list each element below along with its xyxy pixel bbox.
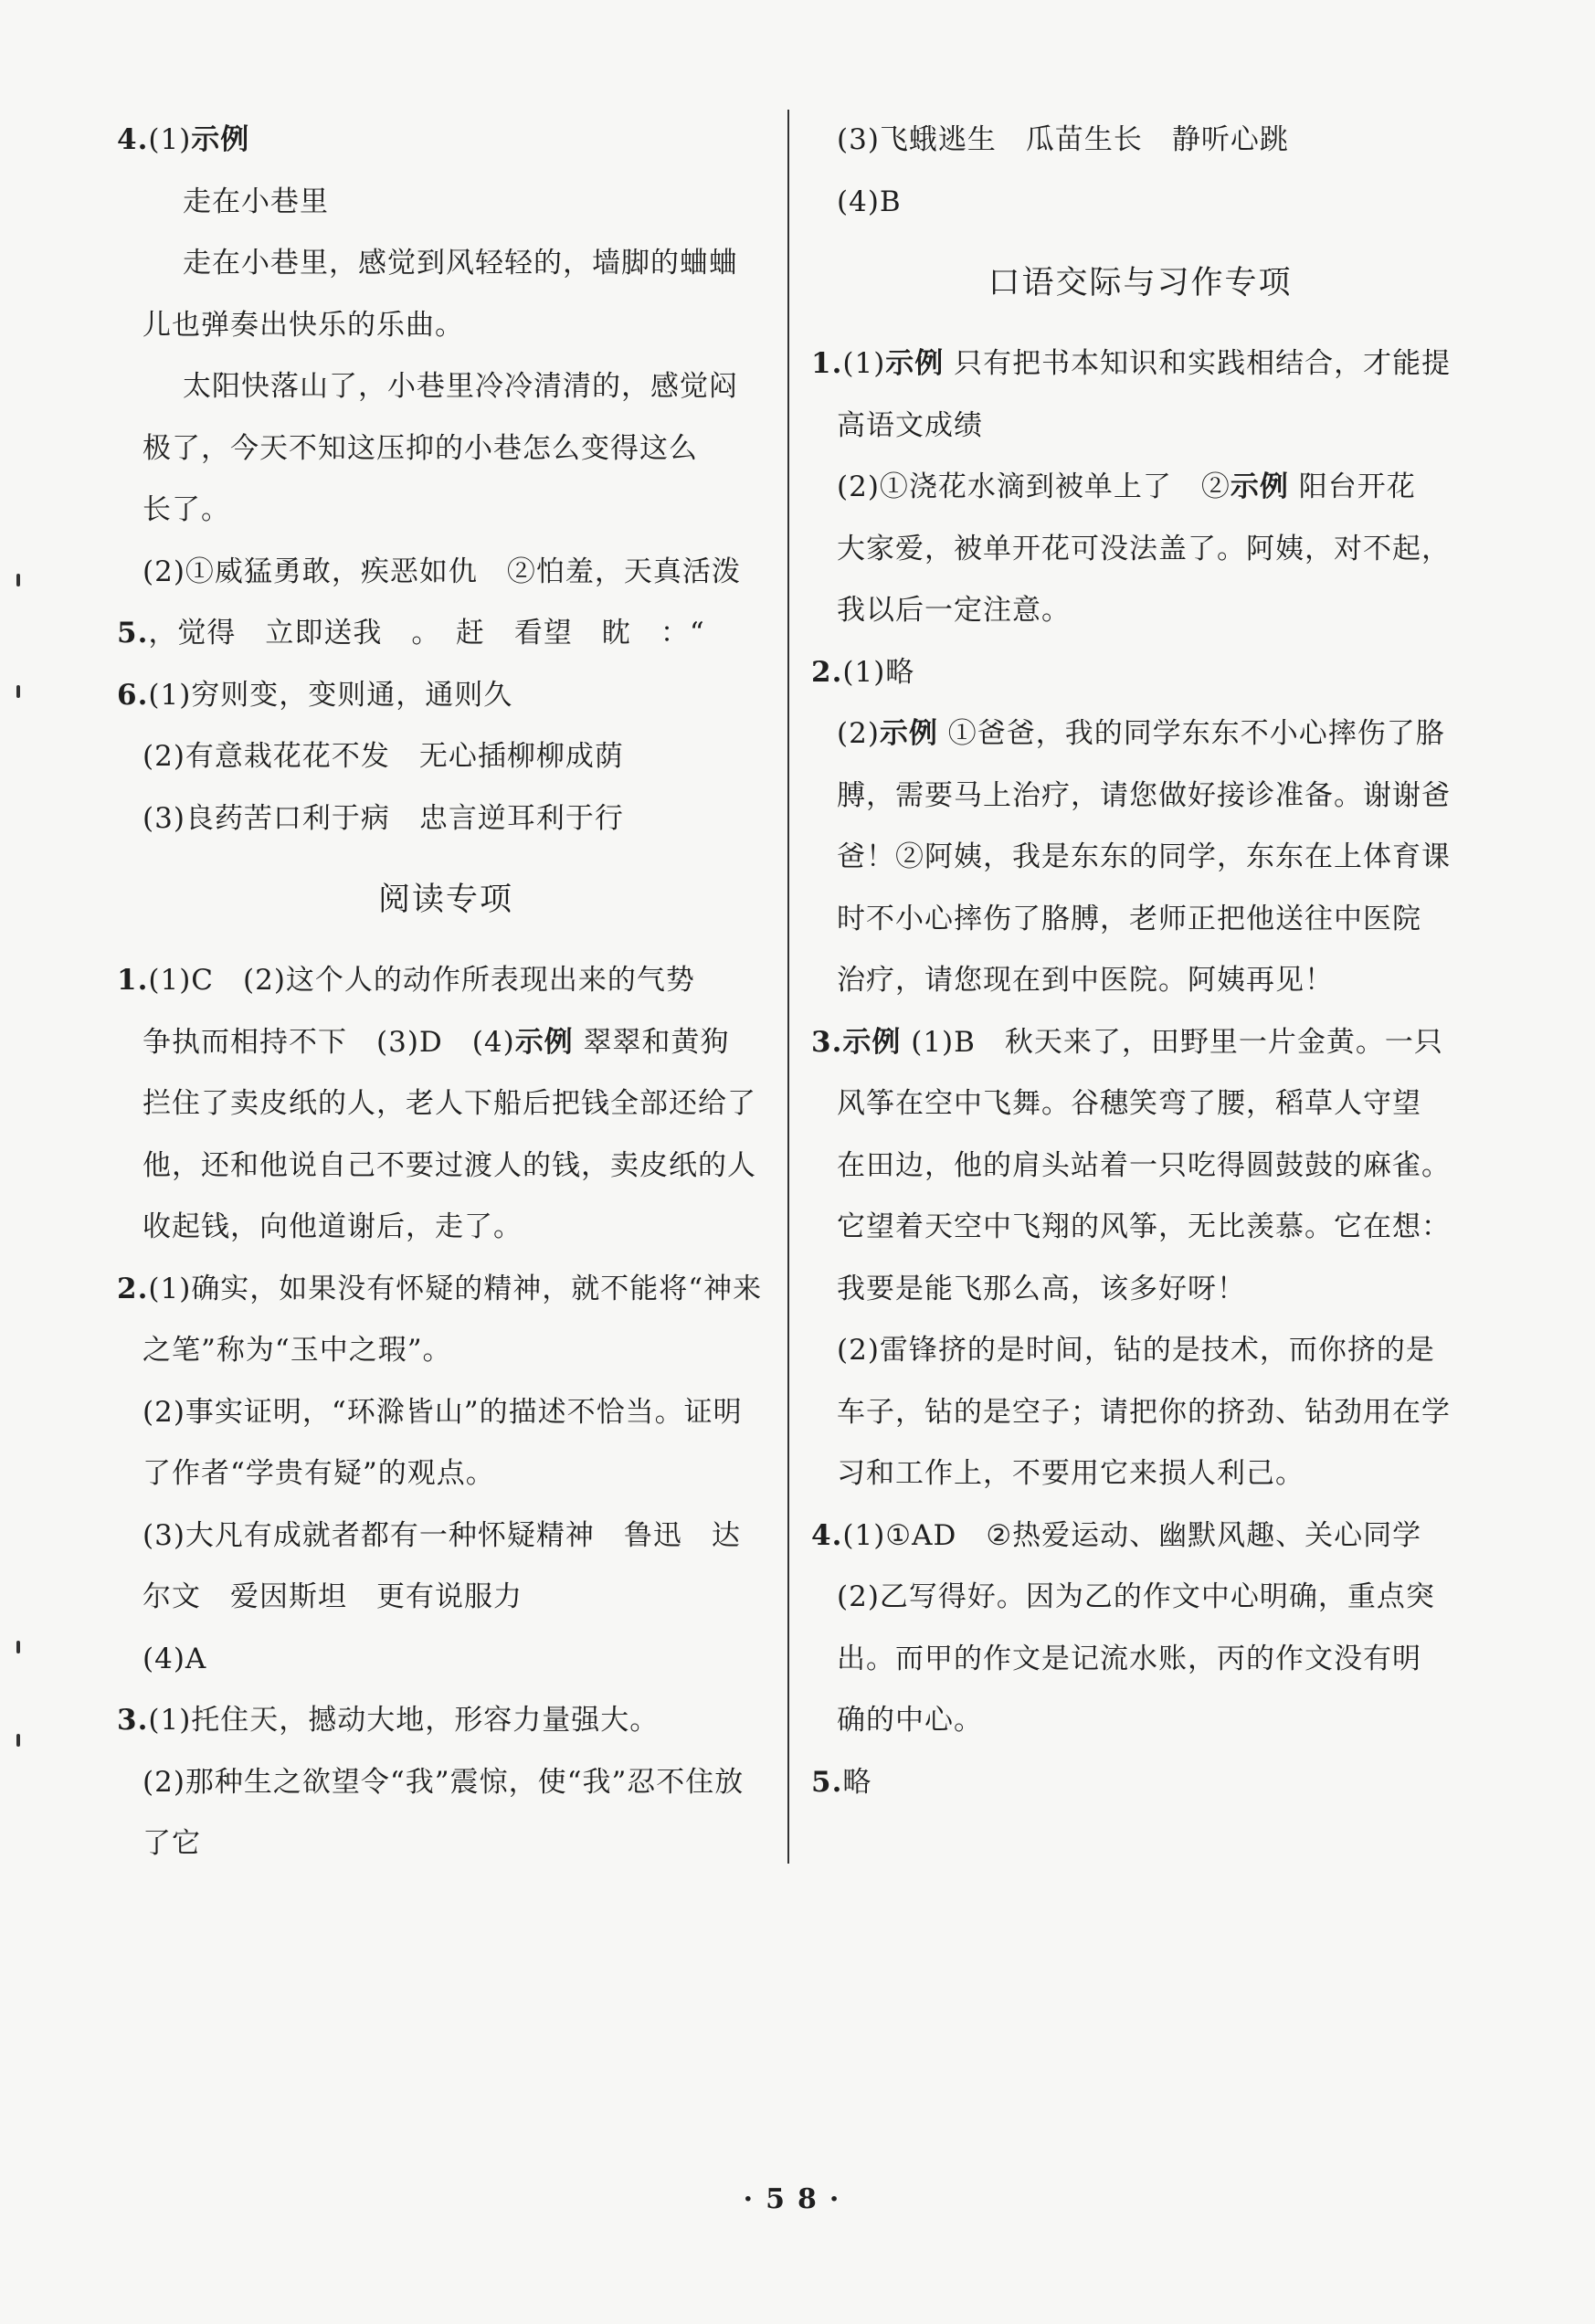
- q6-answer-2: (2)有意栽花花不发 无心插柳柳成荫: [143, 740, 624, 773]
- q5-text: ，觉得 立即送我 。 赶 看望 眈 ：“: [148, 617, 705, 650]
- s2-text: (1)略: [842, 655, 915, 689]
- footer-dot: ·: [743, 2183, 766, 2215]
- r2-text-line: 之笔”称为“玉中之瑕”。: [143, 1334, 452, 1367]
- r1-text-line: 拦住了卖皮纸的人，老人下船后把钱全部还给了: [143, 1087, 756, 1120]
- s4-line-1: [811, 1505, 1469, 1568]
- q6-answer-3: (3)良药苦口利于病 忠言逆耳利于行: [143, 801, 624, 835]
- example-label: 示例: [885, 347, 945, 380]
- s3-text-line: 它望着天空中飞翔的风筝，无比羡慕。它在想：: [837, 1210, 1451, 1243]
- s2-text: (2): [837, 717, 880, 750]
- r2-text-line: (2)事实证明，“环滁皆山”的描述不恰当。证明: [143, 1395, 743, 1429]
- margin-mark: [16, 1734, 20, 1747]
- q6-line-1: [117, 665, 775, 727]
- r2-text-line: (3)大凡有成就者都有一种怀疑精神 鲁迅 达: [143, 1518, 741, 1552]
- q4-text-line: 长了。: [143, 493, 230, 526]
- s2-number: 2.: [811, 655, 843, 689]
- s4-text-line: (2)乙写得好。因为乙的作文中心明确，重点突: [837, 1580, 1435, 1613]
- s1-line-1: [811, 333, 1469, 396]
- s2-text-line: 膊，需要马上治疗，请您做好接诊准备。谢谢爸: [837, 778, 1451, 812]
- left-column: [117, 110, 775, 1875]
- q4-poem-title: 走在小巷里: [183, 185, 329, 218]
- s5-line: [811, 1752, 1469, 1814]
- q4-text-line: 极了，今天不知这压抑的小巷怎么变得这么: [143, 431, 698, 465]
- r3-answer-3: (3)飞蛾逃生 瓜苗生长 静听心跳: [837, 123, 1289, 156]
- r3-number: 3.: [117, 1704, 149, 1737]
- q4-answer-2: (2)①威猛勇敢，疾恶如仇 ②怕羞，天真活泼: [143, 555, 741, 588]
- s3-text-line: (2)雷锋挤的是时间，钻的是技术，而你挤的是: [837, 1334, 1435, 1367]
- s3-text-line: 习和工作上，不要用它来损人利己。: [837, 1457, 1305, 1490]
- s5-number: 5.: [811, 1765, 843, 1799]
- r3-text-line: (2)那种生之欲望令“我”震惊，使“我”忍不住放: [143, 1765, 745, 1799]
- s4-text: (1)①AD ②热爱运动、幽默风趣、关心同学: [842, 1518, 1422, 1552]
- s1-text-line: 大家爱，被单开花可没法盖了。阿姨，对不起，: [837, 532, 1451, 565]
- s3-text-line: 车子，钻的是空子；请把你的挤劲、钻劲用在学: [837, 1395, 1451, 1429]
- example-label: 示例: [191, 123, 250, 156]
- r1-line-1: [117, 950, 775, 1012]
- margin-mark: [16, 574, 20, 586]
- r1-text-line: 收起钱，向他道谢后，走了。: [143, 1210, 523, 1243]
- q6-number: 6.: [117, 678, 149, 712]
- r2-text-line: (4)A: [143, 1642, 207, 1675]
- s2-text-line: 时不小心摔伤了胳膊，老师正把他送往中医院: [837, 902, 1421, 935]
- s1-text: (1): [842, 347, 886, 380]
- r1-text-line: 他，还和他说自己不要过渡人的钱，卖皮纸的人: [143, 1148, 756, 1182]
- r2-text-line: 了作者“学贵有疑”的观点。: [143, 1457, 495, 1490]
- r2-line-1: [117, 1259, 775, 1321]
- s1-line-3: [811, 457, 1469, 519]
- q5-line: [117, 603, 775, 665]
- s2-text-line: 爸！②阿姨，我是东东的同学，东东在上体育课: [837, 840, 1451, 873]
- s3-text-line: 我要是能飞那么高，该多好呀！: [837, 1272, 1246, 1305]
- s2-line-2: [811, 703, 1469, 766]
- r2-text: (1)确实，如果没有怀疑的精神，就不能将“神来: [148, 1272, 763, 1305]
- r3-answer-4: (4)B: [837, 185, 902, 218]
- r1-number: 1.: [117, 964, 149, 997]
- s1-text-line: 高语文成绩: [837, 408, 983, 442]
- r1-line-2: [117, 1012, 775, 1074]
- example-label: 示例: [879, 717, 938, 750]
- s2-line-1: [811, 642, 1469, 704]
- example-label: 示例: [514, 1025, 574, 1059]
- r2-text-line: 尔文 爱因斯坦 更有说服力: [143, 1580, 523, 1613]
- r2-number: 2.: [117, 1272, 149, 1305]
- r1-text: (1)C (2)这个人的动作所表现出来的气势: [148, 964, 695, 997]
- example-label: 示例: [842, 1025, 902, 1059]
- right-column: [811, 110, 1469, 1813]
- q5-number: 5.: [117, 617, 149, 650]
- s5-text: 略: [842, 1765, 872, 1799]
- q4-text-line: 太阳快落山了，小巷里冷冷清清的，感觉闷: [183, 370, 738, 403]
- s3-line-1: [811, 1012, 1469, 1074]
- s2-text-line: 治疗，请您现在到中医院。阿姨再见！: [837, 964, 1334, 997]
- s1-text: (2)①浇花水滴到被单上了 ②: [837, 470, 1231, 503]
- s3-text-line: 在田边，他的肩头站着一只吃得圆鼓鼓的麻雀。: [837, 1148, 1451, 1182]
- reading-section-heading: 阅读专项: [377, 882, 513, 918]
- s3-number: 3.: [811, 1025, 843, 1059]
- margin-mark: [16, 1641, 20, 1653]
- r3-text: (1)托住天，撼动大地，形容力量强大。: [148, 1704, 660, 1737]
- s4-number: 4.: [811, 1518, 843, 1552]
- r3-line-1: [117, 1690, 775, 1752]
- s2-text: ①爸爸，我的同学东东不小心摔伤了胳: [937, 717, 1445, 750]
- page-footer: [0, 2183, 1595, 2215]
- q4-line-1: [117, 110, 775, 172]
- s1-text: 阳台开花: [1288, 470, 1416, 503]
- q4-sub: (1): [148, 123, 192, 156]
- example-label: 示例: [1230, 470, 1289, 503]
- s1-number: 1.: [811, 347, 843, 380]
- s3-text-line: 风筝在空中飞舞。谷穗笑弯了腰，稻草人守望: [837, 1087, 1421, 1120]
- margin-mark: [16, 685, 20, 698]
- q6-answer-1: (1)穷则变，变则通，通则久: [148, 678, 513, 712]
- speaking-writing-section-heading: 口语交际与习作专项: [988, 265, 1293, 301]
- q4-text-line: 走在小巷里，感觉到风轻轻的，墙脚的蛐蛐: [183, 247, 738, 280]
- r3-text-line: 了它: [143, 1827, 201, 1860]
- column-divider: [787, 110, 789, 1864]
- s1-text: 只有把书本知识和实践相结合，才能提: [944, 347, 1452, 380]
- r1-text: 争执而相持不下 (3)D (4): [143, 1025, 515, 1059]
- r1-text: 翠翠和黄狗: [573, 1025, 730, 1059]
- q4-number: 4.: [117, 123, 149, 156]
- footer-dot: ·: [829, 2183, 852, 2215]
- page-number: 58: [766, 2183, 829, 2215]
- q4-text-line: 儿也弹奏出快乐的乐曲。: [143, 308, 464, 342]
- s4-text-line: 出。而甲的作文是记流水账，丙的作文没有明: [837, 1642, 1421, 1675]
- s4-text-line: 确的中心。: [837, 1704, 983, 1737]
- s3-text: (1)B 秋天来了，田野里一片金黄。一只: [901, 1025, 1443, 1059]
- s1-text-line: 我以后一定注意。: [837, 594, 1071, 627]
